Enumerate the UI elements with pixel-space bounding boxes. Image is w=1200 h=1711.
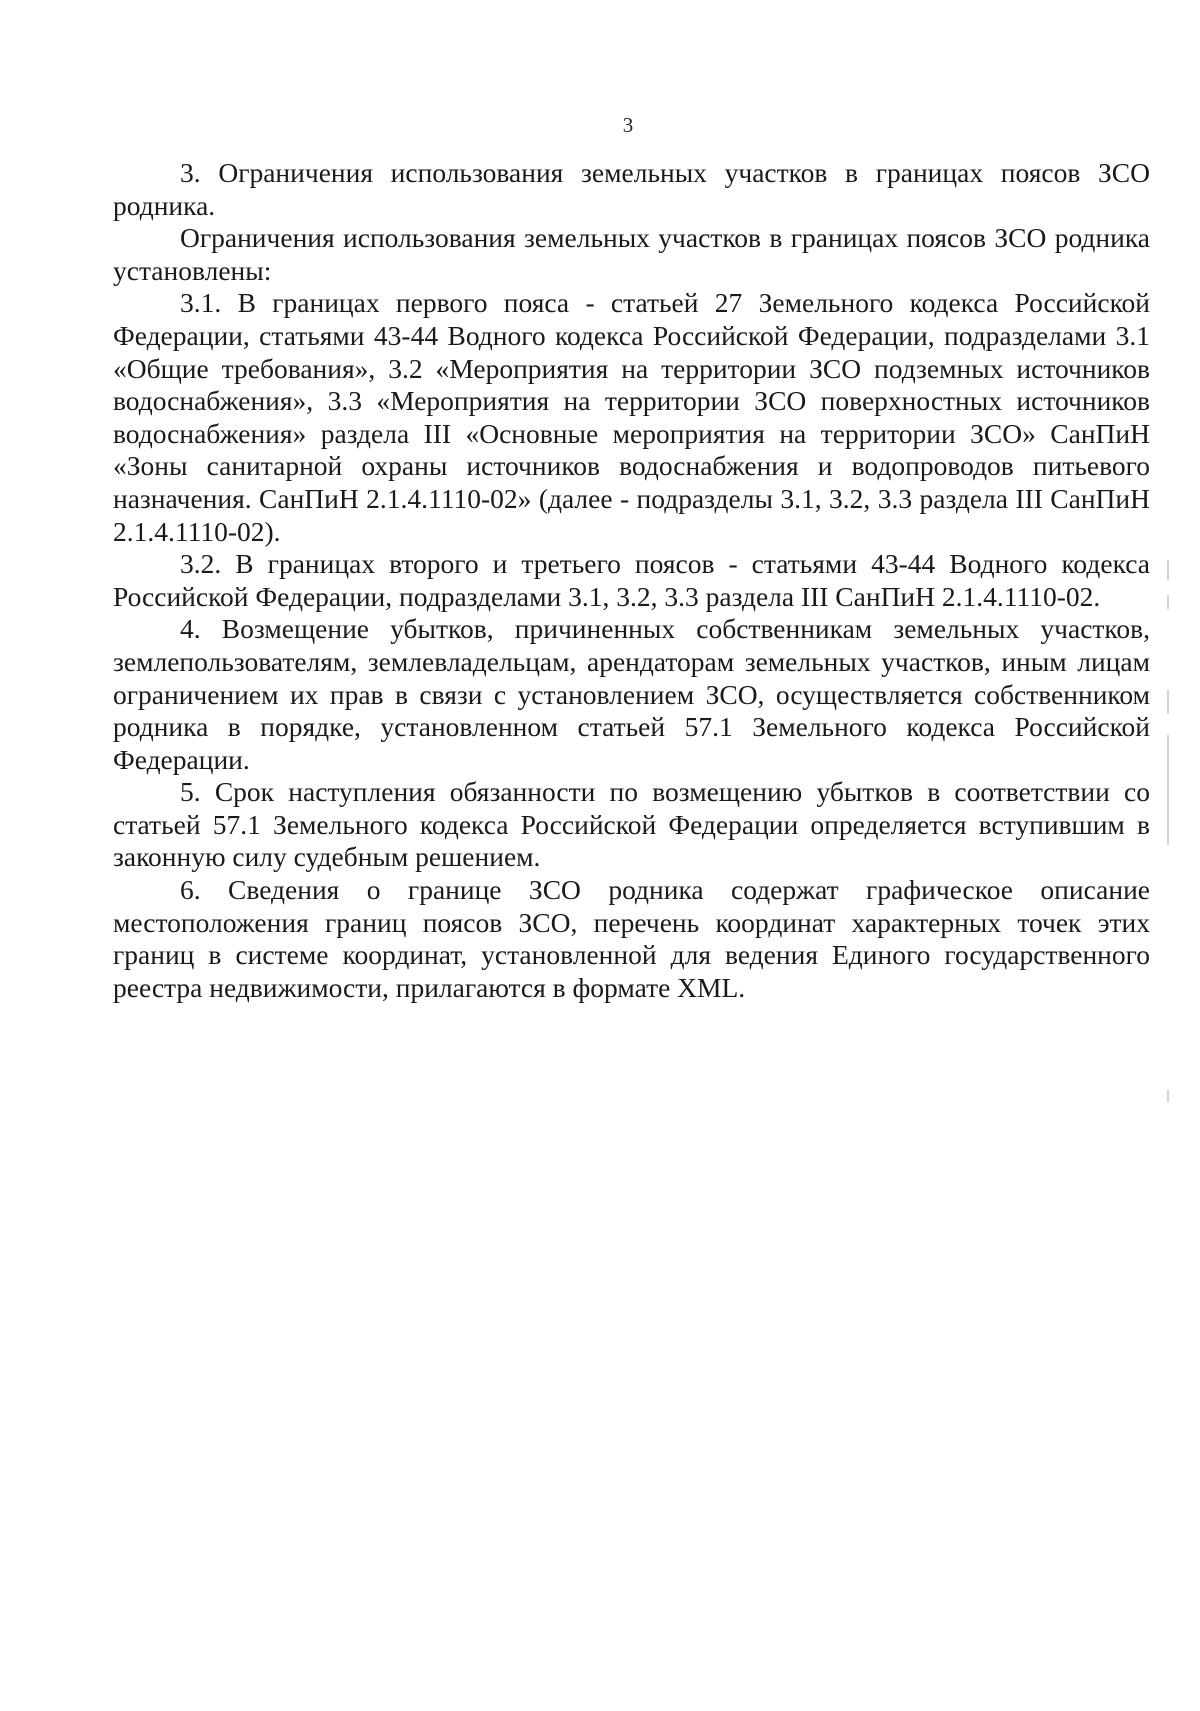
- paragraph-section-5: 5. Срок наступления обязанности по возмещению убытков в соответствии со статьей 57.1 Земельного кодекса Российской Федерации определяется вступившим в законную силу судебным решением.: [113, 776, 1150, 873]
- scan-edge-mark: [1167, 735, 1169, 845]
- paragraph-section-3-1: 3.1. В границах первого пояса - статьей 27 Земельного кодекса Российской Федерации, статьями 43-44 Водного кодекса Российской Федерации, подразделами 3.1 «Общие требования», 3.2 «Мероприятия на территории ЗСО подземных источников водоснабжения», 3.3 «Мероприятия на территории ЗСО поверхностных источников водоснабжения» раздела III «Основные мероприятия на территории ЗСО» СанПиН «Зоны санитарной охраны источников водоснабжения и водопроводов питьевого назначения. СанПиН 2.1.4.1110-02» (далее - подразделы 3.1, 3.2, 3.3 раздела III СанПиН 2.1.4.1110-02).: [113, 287, 1150, 547]
- scan-edge-mark: [1167, 560, 1169, 580]
- page-number: 3: [622, 113, 634, 137]
- paragraph-section-4: 4. Возмещение убытков, причиненных собственникам земельных участков, землепользователям, землевладельцам, арендаторам земельных участков, иным лицам ограничением их прав в связи с установлением ЗСО, осуществляется собственником родника в порядке, установленном статьей 57.1 Земельного кодекса Российской Федерации.: [113, 613, 1150, 775]
- paragraph-restrictions-intro: Ограничения использования земельных участков в границах поясов ЗСО родника установлены:: [113, 222, 1150, 286]
- scan-edge-mark: [1167, 595, 1169, 609]
- document-body: [113, 157, 1150, 1004]
- paragraph-section-6: 6. Сведения о границе ЗСО родника содержат графическое описание местоположения границ поясов ЗСО, перечень координат характерных точек этих границ в системе координат, установленной для ведения Единого государственного реестра недвижимости, прилагаются в формате XML.: [113, 874, 1150, 1003]
- paragraph-section-3-2: 3.2. В границах второго и третьего поясов - статьями 43-44 Водного кодекса Российской Федерации, подразделами 3.1, 3.2, 3.3 раздела III СанПиН 2.1.4.1110-02.: [113, 548, 1150, 612]
- scan-edge-mark: [1167, 690, 1169, 714]
- paragraph-section-3: 3. Ограничения использования земельных участков в границах поясов ЗСО родника.: [113, 157, 1150, 221]
- scan-edge-mark: [1167, 1090, 1169, 1102]
